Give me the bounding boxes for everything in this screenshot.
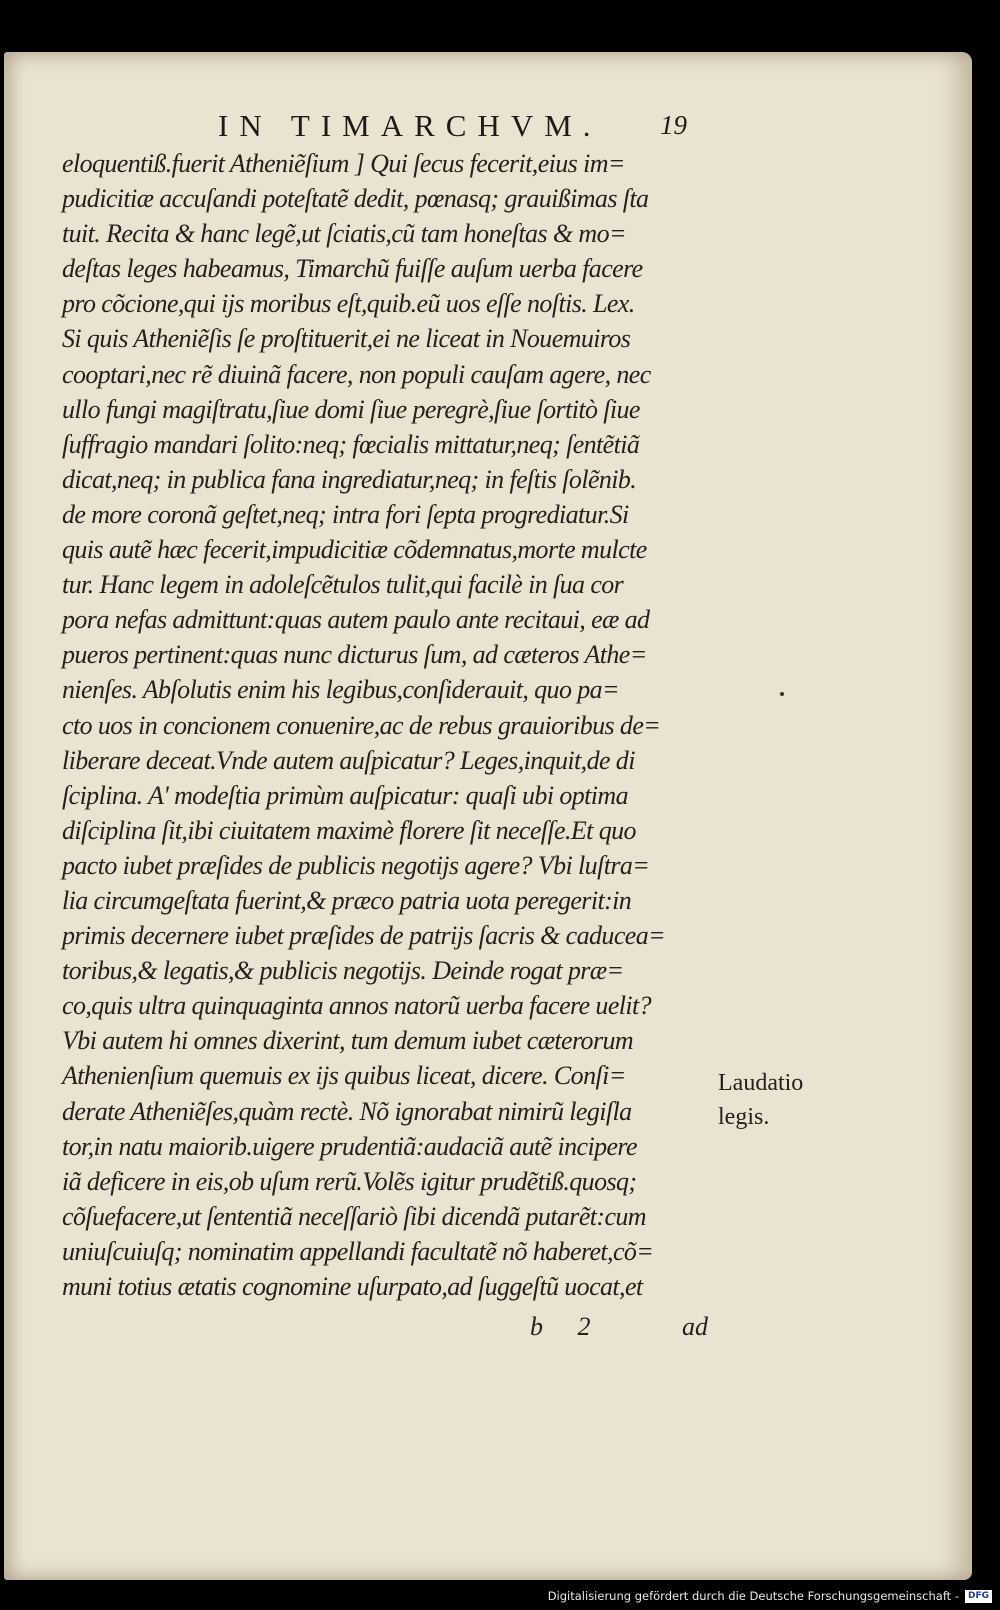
ink-dot [780,692,784,696]
text-line: Athenienſium quemuis ex ijs quibus liceat, dicere. Conſi= [62,1061,626,1091]
text-line: derate Atheniẽſes,quàm rectè. Nõ ignorabat nimirũ legiſla [62,1096,632,1126]
text-line: primis decernere iubet præſides de patrijs ſacris & caducea= [62,921,666,951]
text-line: cooptari,nec rẽ diuinã facere, non populi cauſam agere, nec [62,359,651,389]
funding-credit: Digitalisierung gefördert durch die Deutsche Forschungsgemeinschaft - [547,1589,959,1603]
text-line: ullo fungi magiſtratu,ſiue domi ſiue peregrè,ſiue ſortitò ſiue [62,394,640,424]
text-line: iã deficere in eis,ob uſum rerũ.Volẽs igitur prudẽtiß.quosq; [62,1166,637,1196]
text-line: muni totius ætatis cognomine uſurpato,ad ſuggeſtũ uocat,et [62,1272,643,1301]
text-line: pacto iubet præſides de publicis negotijs agere? Vbi luſtra= [62,850,650,880]
text-line: tor,in natu maiorib.uigere prudentiã:audaciã autẽ incipere [62,1131,637,1161]
text-line: nienſes. Abſolutis enim his legibus,conſiderauit, quo pa= [62,675,619,705]
text-line: co,quis ultra quinquaginta annos natorũ uerba facere uelit? [62,991,652,1021]
text-line: cto uos in concionem conuenire,ac de rebus grauioribus de= [62,710,661,740]
text-line: deſtas leges habeamus, Timarchũ fuiſſe auſum uerba facere [62,254,643,284]
text-line: Si quis Atheniẽſis ſe proſtituerit,ei ne liceat in Nouemuiros [62,324,631,354]
running-title: IN TIMARCHVM. [218,108,602,143]
text-line: dicat,neq; in publica fana ingrediatur,neq; in feſtis ſolẽnib. [62,464,637,494]
text-line: uniuſcuiuſq; nominatim appellandi facultatẽ nõ haberet,cõ= [62,1236,654,1266]
text-line: quis autẽ hæc fecerit,impudicitiæ cõdemnatus,morte mulcte [62,535,647,565]
text-line: liberare deceat.Vnde autem auſpicatur? Leges,inquit,de di [62,745,635,775]
body-text [62,146,722,1304]
page-footer [0,1312,1000,1348]
text-line: Vbi autem hi omnes dixerint, tum demum iubet cæterorum [62,1026,634,1056]
text-line: lia circumgeſtata fuerint,& præco patria uota peregerit:in [62,885,632,915]
marginal-note-line: Laudatio [718,1070,804,1096]
text-line: diſciplina ſit,ibi ciuitatem maximè florere ſit neceſſe.Et quo [62,815,636,845]
marginal-note [718,1066,828,1134]
page-header [0,108,1000,148]
text-line: pro cõcione,qui ijs moribus eſt,quib.eũ uos eſſe noſtis. Lex. [62,289,635,319]
text-line: pora nefas admittunt:quas autem paulo ante recitaui, eæ ad [62,605,650,635]
text-line: cõſuefacere,ut ſententiã neceſſariò ſibi dicendã putarẽt:cum [62,1201,646,1231]
text-line: pudicitiæ accuſandi poteſtatẽ dedit, pœnasq; grauißimas ſta [62,184,649,214]
catchword: ad [682,1312,708,1341]
text-line: tuit. Recita & hanc legẽ,ut ſciatis,cũ tam honeſtas & mo= [62,219,626,249]
dfg-logo: DFG [965,1590,992,1603]
text-line: ſuffragio mandari ſolito:neq; fœcialis mittatur,neq; ſentẽtiã [62,429,640,459]
digitization-footer [548,1586,992,1606]
folio-number: 19 [660,110,687,140]
marginal-note-line: legis. [718,1104,770,1130]
text-line: de more coronã geſtet,neq; intra fori ſepta progrediatur.Si [62,499,629,529]
text-line: toribus,& legatis,& publicis negotijs. Deinde rogat præ= [62,956,624,986]
text-line: eloquentiß.fuerit Atheniẽſium ] Qui ſecus fecerit,eius im= [62,149,625,178]
signature-mark: b 2 [530,1312,591,1341]
text-line: tur. Hanc legem in adoleſcẽtulos tulit,qui facilè in ſua cor [62,570,624,600]
text-line: ſciplina. A' modeſtia primùm auſpicatur: quaſi ubi optima [62,780,628,810]
text-line: pueros pertinent:quas nunc dicturus ſum, ad cæteros Athe= [62,640,647,670]
